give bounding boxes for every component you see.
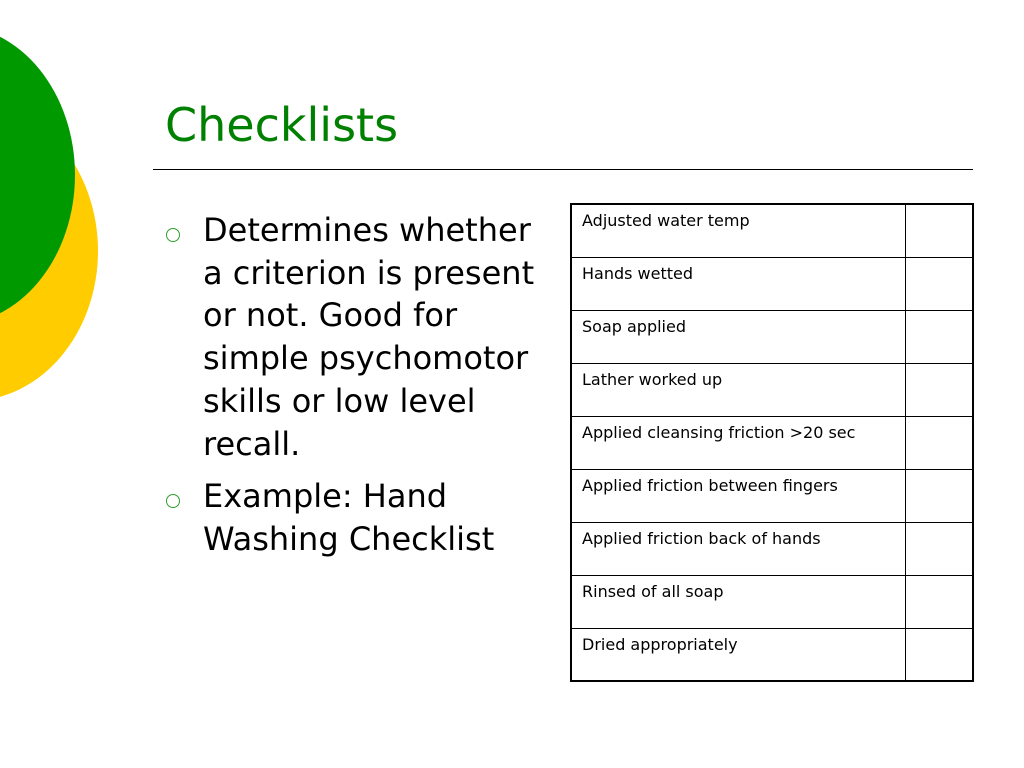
slide-title: Checklists bbox=[165, 98, 399, 152]
bullet-text: Example: Hand Washing Checklist bbox=[203, 477, 495, 558]
bullet-text: Determines whether a criterion is present or not. Good for simple psychomotor skills or low level recall. bbox=[203, 211, 535, 463]
table-row bbox=[571, 469, 973, 522]
checkbox-cell[interactable] bbox=[905, 575, 973, 628]
checkbox-cell[interactable] bbox=[905, 257, 973, 310]
table-row bbox=[571, 257, 973, 310]
checklist-criterion: Applied cleansing friction >20 sec bbox=[571, 416, 905, 469]
hand-washing-checklist-table bbox=[570, 203, 974, 682]
table-row bbox=[571, 628, 973, 681]
checkbox-cell[interactable] bbox=[905, 416, 973, 469]
table-row bbox=[571, 522, 973, 575]
table-row bbox=[571, 575, 973, 628]
table-row bbox=[571, 416, 973, 469]
checklist-criterion: Applied friction back of hands bbox=[571, 522, 905, 575]
checklist-criterion: Rinsed of all soap bbox=[571, 575, 905, 628]
checklist-criterion: Soap applied bbox=[571, 310, 905, 363]
checklist-criterion: Applied friction between fingers bbox=[571, 469, 905, 522]
checkbox-cell[interactable] bbox=[905, 628, 973, 681]
checkbox-cell[interactable] bbox=[905, 363, 973, 416]
checklist-criterion: Hands wetted bbox=[571, 257, 905, 310]
checkbox-cell[interactable] bbox=[905, 310, 973, 363]
checklist-criterion: Dried appropriately bbox=[571, 628, 905, 681]
bullet-item bbox=[160, 209, 555, 465]
circle-bullet-icon bbox=[166, 228, 180, 242]
checkbox-cell[interactable] bbox=[905, 522, 973, 575]
checklist-criterion: Adjusted water temp bbox=[571, 204, 905, 257]
table-row bbox=[571, 204, 973, 257]
title-divider bbox=[153, 169, 973, 170]
checkbox-cell[interactable] bbox=[905, 204, 973, 257]
bullet-item bbox=[160, 475, 555, 560]
table-row bbox=[571, 363, 973, 416]
circle-bullet-icon bbox=[166, 494, 180, 508]
checklist-criterion: Lather worked up bbox=[571, 363, 905, 416]
checkbox-cell[interactable] bbox=[905, 469, 973, 522]
table-row bbox=[571, 310, 973, 363]
bullet-list bbox=[160, 209, 555, 571]
